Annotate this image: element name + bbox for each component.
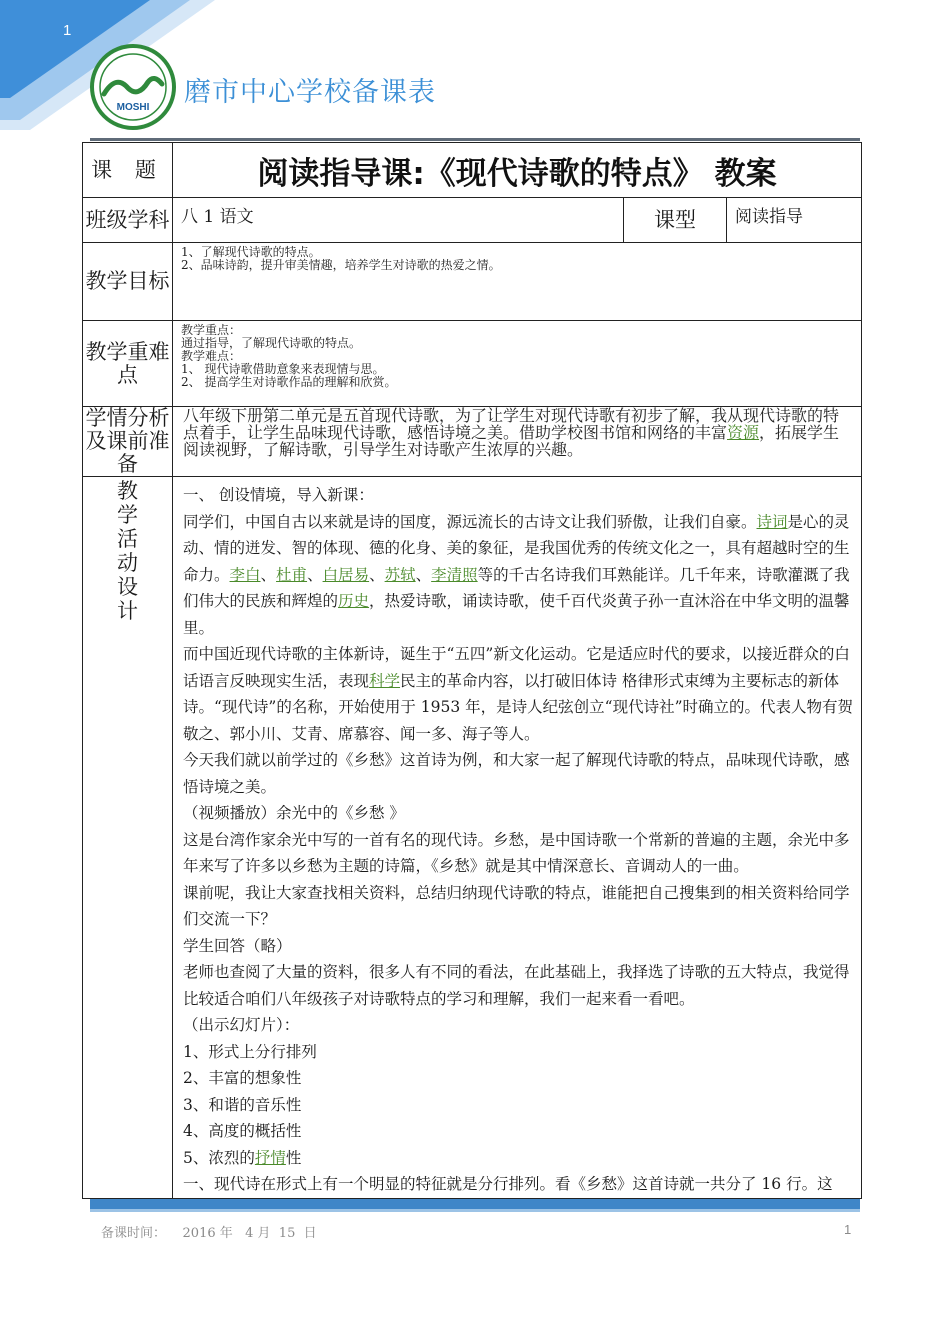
activity-label-text: 教学活动设计 xyxy=(117,479,138,623)
activity-paragraph: （出示幻灯片）： xyxy=(183,1016,300,1034)
school-title: 磨市中心学校备课表 xyxy=(184,77,436,108)
analysis-text xyxy=(173,407,862,477)
link-poet[interactable]: 李白 xyxy=(229,565,261,584)
link-poet[interactable]: 白居易 xyxy=(322,565,370,584)
text-span: 等的千古名诗我们耳熟能详。几千年来，诗歌灌溉了我们伟大的民族和辉煌的 xyxy=(183,565,850,610)
link-poet[interactable]: 苏轼 xyxy=(384,565,416,584)
text-span: 5、浓烈的 xyxy=(183,1148,255,1167)
footer-bar-light xyxy=(90,1209,860,1212)
activity-paragraph: 老师也查阅了大量的资料，很多人有不同的看法，在此基础上，我择选了诗歌的五大特点，我觉得比较适合咱们八年级孩子对诗歌特点的学习和理解，我们一起来看一看吧。 xyxy=(183,963,850,1008)
feature-item: 2、丰富的想象性 xyxy=(183,1069,302,1087)
analysis-label: 学情分析及课前准备 xyxy=(83,407,173,477)
row-key-points xyxy=(83,321,862,407)
goal-list xyxy=(173,243,862,321)
key-point-list xyxy=(173,321,862,407)
key-point: 1、 现代诗歌借助意象来表现情与思。 xyxy=(181,362,385,376)
goal-label: 教学目标 xyxy=(83,243,173,321)
activity-paragraph: 一、现代诗在形式上有一个明显的特征就是分行排列。看《乡愁》这首诗就一共分了 16 行。这 xyxy=(183,1175,833,1193)
header-divider xyxy=(90,138,860,141)
activity-paragraph: 这是台湾作家余光中写的一首有名的现代诗。乡愁，是中国诗歌一个常新的普遍的主题，余光中多年来写了许多以乡愁为主题的诗篇，《乡愁》就是其中情深意长、音调动人的一曲。 xyxy=(183,830,850,875)
link-science[interactable]: 科学 xyxy=(369,671,401,690)
activity-label xyxy=(83,477,173,1199)
row-class xyxy=(83,198,862,243)
row-analysis xyxy=(83,407,862,477)
separator: 、 xyxy=(369,565,385,584)
logo-text: MOSHI xyxy=(116,102,150,113)
activity-paragraph: （视频播放）余光中的《乡愁 》 xyxy=(183,804,405,822)
link-poet[interactable]: 杜甫 xyxy=(276,565,308,584)
link-poet[interactable]: 李清照 xyxy=(431,565,478,584)
type-value: 阅读指导 xyxy=(727,198,862,243)
analysis-part: ，拓展学生阅读视野，了解诗歌，引导学生对诗歌产生浓厚的兴趣。 xyxy=(183,423,840,459)
lesson-plan-table xyxy=(82,142,862,1199)
separator: 、 xyxy=(260,565,277,584)
activity-paragraph: 课前呢，我让大家查找相关资料，总结归纳现代诗歌的特点，谁能把自己搜集到的相关资料给同学们交流一下？ xyxy=(183,883,850,928)
page-number-top: 1 xyxy=(63,22,72,39)
key-point: 教学难点： xyxy=(181,349,242,363)
text-span: 性 xyxy=(285,1148,302,1167)
key-label: 教学重难点 xyxy=(83,321,173,407)
prep-date: 备课时间： 2016 年 4 月 15 日 xyxy=(101,1226,317,1241)
class-value: 八 1 语文 xyxy=(173,198,624,243)
analysis-part: 八年级下册第二单元是五首现代诗歌，为了让学生对现代诗歌有初步了解，我从现代诗歌的特点着手，让学生品味现代诗歌，感悟诗境之美。借助学校图书馆和网络的丰富 xyxy=(183,406,840,442)
activity-paragraph: 今天我们就以前学过的《乡愁》这首诗为例，和大家一起了解现代诗歌的特点，品味现代诗歌，感悟诗境之美。 xyxy=(183,751,850,796)
activity-content xyxy=(173,477,862,1199)
link-history[interactable]: 历史 xyxy=(338,592,370,610)
separator: 、 xyxy=(307,565,323,584)
text-span: 民主的革命内容，以打破旧体诗 格律形式束缚为主要标志的新体诗。“现代诗”的名称，开始使用于 1953 年，是诗人纪弦创立“现代诗社”时确立的。代表人物有贺敬之、郭小川、艾青、席慕容、闻一多、海子等人。 xyxy=(183,671,853,743)
activity-paragraph: 学生回答（略） xyxy=(183,936,292,955)
text-span: ，热爱诗歌，诵读诗歌，使千百代炎黄子孙一直沐浴在中华文明的温馨里。 xyxy=(183,592,850,637)
page-number-bottom: 1 xyxy=(844,1222,852,1237)
row-topic xyxy=(83,143,862,198)
activity-paragraph: 一、 创设情境，导入新课： xyxy=(183,486,374,504)
topic-label: 课 题 xyxy=(83,143,173,198)
class-label: 班级学科 xyxy=(83,198,173,243)
goal-item: 1、了解现代诗歌的特点。 xyxy=(181,245,321,259)
text-span: 而中国近现代诗歌的主体新诗，诞生于“五四”新文化运动。它是适应时代的要求，以接近群众的白话语言反映现实生活，表现 xyxy=(183,645,850,690)
feature-item: 1、形式上分行排列 xyxy=(183,1042,317,1061)
key-point: 2、 提高学生对诗歌作品的理解和欣赏。 xyxy=(181,375,397,389)
footer-bar xyxy=(90,1199,860,1209)
separator: 、 xyxy=(415,565,432,584)
feature-item xyxy=(183,1145,853,1172)
school-logo xyxy=(90,44,176,130)
key-point: 通过指导，了解现代诗歌的特点。 xyxy=(181,336,362,350)
activity-paragraph xyxy=(183,641,853,747)
resource-link[interactable]: 资源 xyxy=(727,423,760,442)
feature-item: 3、和谐的音乐性 xyxy=(183,1095,302,1114)
link-poetry[interactable]: 诗词 xyxy=(756,512,788,531)
goal-item: 2、品味诗韵，提升审美情趣，培养学生对诗歌的热爱之情。 xyxy=(181,258,501,272)
feature-item: 4、高度的概括性 xyxy=(183,1122,302,1140)
key-point: 教学重点： xyxy=(181,323,242,337)
type-label: 课型 xyxy=(624,198,727,243)
lesson-title: 阅读指导课:《现代诗歌的特点》 教案 xyxy=(173,143,862,198)
text-span: 是心的灵动、情的迸发、智的体现、德的化身、美的象征，是我国优秀的传统文化之一，具有超越时空的生命力。 xyxy=(183,512,850,584)
row-goals xyxy=(83,243,862,321)
row-activity xyxy=(83,477,862,1199)
text-span: 同学们，中国自古以来就是诗的国度，源远流长的古诗文让我们骄傲，让我们自豪。 xyxy=(183,512,757,531)
activity-paragraph xyxy=(183,509,853,642)
link-lyric[interactable]: 抒情 xyxy=(254,1148,286,1167)
